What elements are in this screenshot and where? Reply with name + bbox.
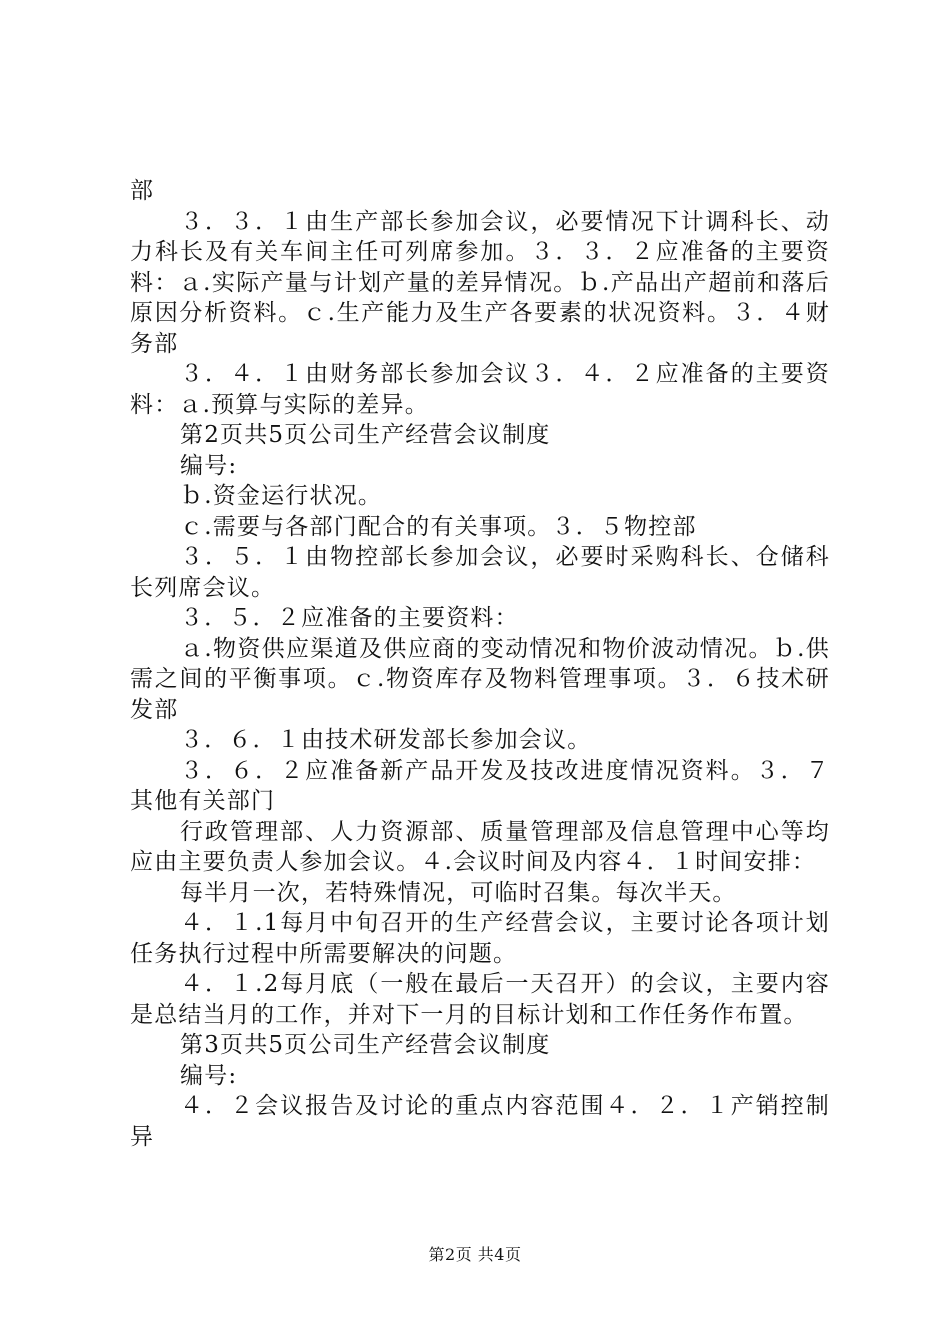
paragraph: ３．５．２应准备的主要资料：: [180, 605, 519, 631]
paragraph: 部: [130, 178, 155, 204]
paragraph: 编号:: [180, 1062, 238, 1089]
paragraph: 第3页共5页公司生产经营会议制度: [180, 1032, 551, 1058]
paragraph: 第2页共5页公司生产经营会议制度: [180, 422, 551, 448]
paragraph: ４．２会议报告及讨论的重点内容范围４．２．１产销控制异: [130, 1093, 830, 1150]
paragraph: ３．５．１由物控部长参加会议，必要时采购科长、仓储科长列席会议。: [130, 544, 830, 601]
paragraph: ３．６．１由技术研发部长参加会议。: [180, 727, 592, 753]
paragraph: ４．１.1每月中旬召开的生产经营会议，主要讨论各项计划任务执行过程中所需要解决的问题。: [130, 910, 830, 967]
paragraph: 每半月一次，若特殊情况，可临时召集。每次半天。: [180, 879, 737, 906]
paragraph: ３．３．１由生产部长参加会议，必要情况下计调科长、动力科长及有关车间主任可列席参加。３．３．２应准备的主要资料：ａ.实际产量与计划产量的差异情况。ｂ.产品出产超前和落后原因分析资料。ｃ.生产能力及生产各要素的状况资料。３．４财务部: [130, 208, 830, 357]
paragraph: ａ.物资供应渠道及供应商的变动情况和物价波动情况。ｂ.供需之间的平衡事项。ｃ.物资库存及物料管理事项。３．６技术研发部: [130, 635, 830, 723]
paragraph: 行政管理部、人力资源部、质量管理部及信息管理中心等均应由主要负责人参加会议。４.会议时间及内容４．１时间安排：: [130, 818, 830, 875]
paragraph: 编号:: [180, 452, 238, 479]
paragraph: ｂ.资金运行状况。: [180, 483, 383, 509]
paragraph: ｃ.需要与各部门配合的有关事项。３．５物控部: [180, 513, 697, 540]
paragraph: ３．４．１由财务部长参加会议３．４．２应准备的主要资料：ａ.预算与实际的差异。: [130, 361, 830, 418]
page-footer: 第2页 共4页: [428, 1245, 522, 1264]
document-body: [130, 176, 830, 1152]
paragraph: ４．１.2每月底（一般在最后一天召开）的会议，主要内容是总结当月的工作，并对下一月的目标计划和工作任务作布置。: [130, 971, 830, 1028]
paragraph: ３．６．２应准备新产品开发及技改进度情况资料。３．７其他有关部门: [130, 757, 830, 814]
